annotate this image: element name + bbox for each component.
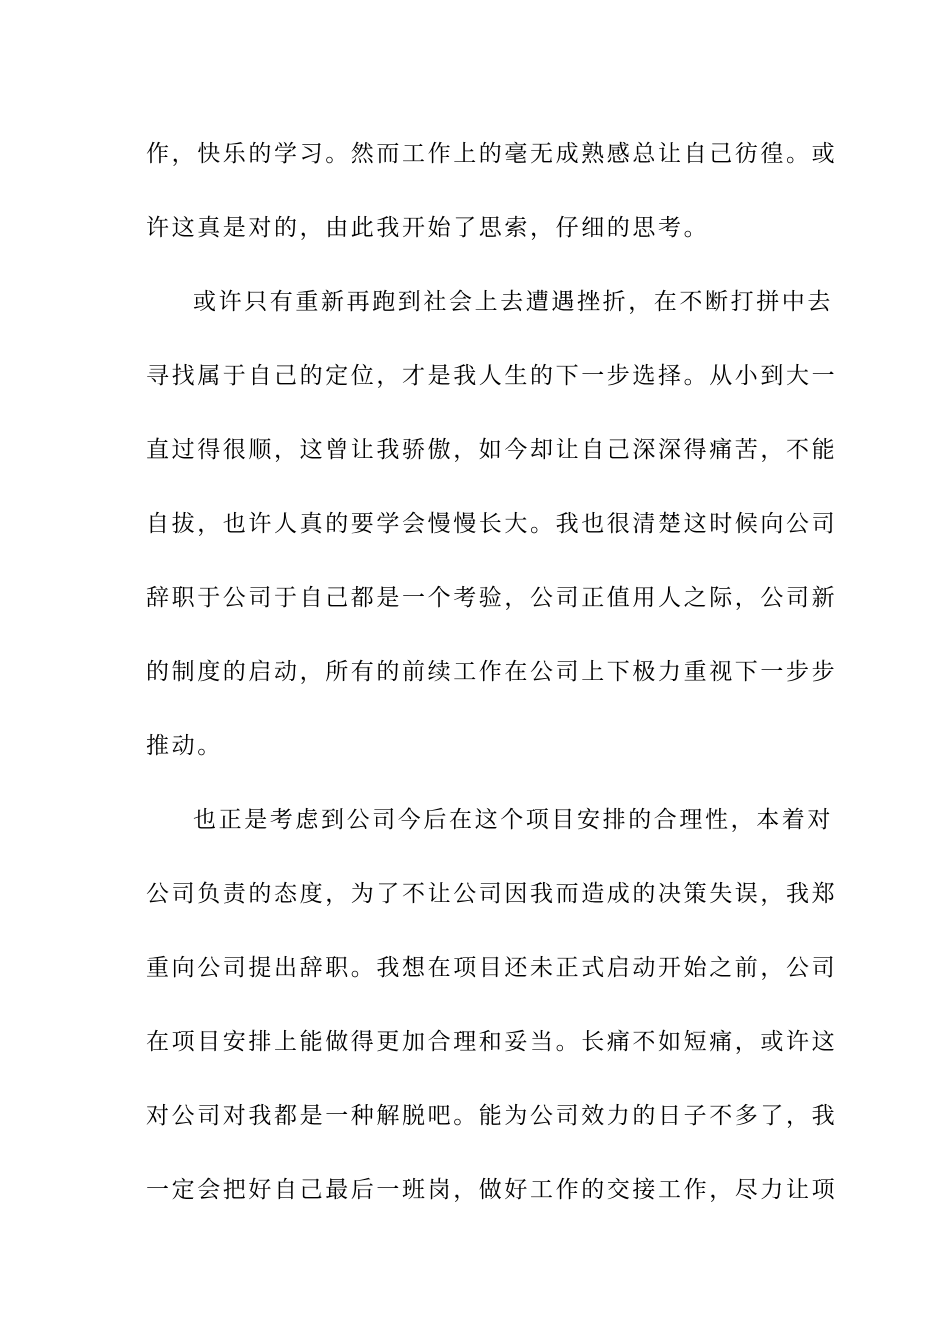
text-line: 重向公司提出辞职。我想在项目还未正式启动开始之前，公司: [146, 955, 838, 981]
text-line: 推动。: [146, 733, 223, 759]
text-line: 许这真是对的，由此我开始了思索，仔细的思考。: [146, 215, 710, 241]
text-line: 对公司对我都是一种解脱吧。能为公司效力的日子不多了，我: [146, 1103, 838, 1129]
text-line: 在项目安排上能做得更加合理和妥当。长痛不如短痛，或许这: [146, 1029, 838, 1055]
paragraph-start-line: 也正是考虑到公司今后在这个项目安排的合理性，本着对: [193, 807, 833, 833]
text-line: 辞职于公司于自己都是一个考验，公司正值用人之际，公司新: [146, 585, 838, 611]
text-line: 自拔，也许人真的要学会慢慢长大。我也很清楚这时候向公司: [146, 511, 838, 537]
document-body: [146, 132, 838, 1242]
text-line: 作，快乐的学习。然而工作上的毫无成熟感总让自己彷徨。或: [146, 141, 838, 167]
text-line: 公司负责的态度，为了不让公司因我而造成的决策失误，我郑: [146, 881, 838, 907]
text-line: 的制度的启动，所有的前续工作在公司上下极力重视下一步步: [146, 659, 838, 685]
paragraph-start-line: 或许只有重新再跑到社会上去遭遇挫折，在不断打拼中去: [193, 289, 833, 315]
text-line: 一定会把好自己最后一班岗，做好工作的交接工作，尽力让项: [146, 1177, 838, 1203]
text-line: 寻找属于自己的定位，才是我人生的下一步选择。从小到大一: [146, 363, 838, 389]
text-line: 直过得很顺，这曾让我骄傲，如今却让自己深深得痛苦，不能: [146, 437, 838, 463]
